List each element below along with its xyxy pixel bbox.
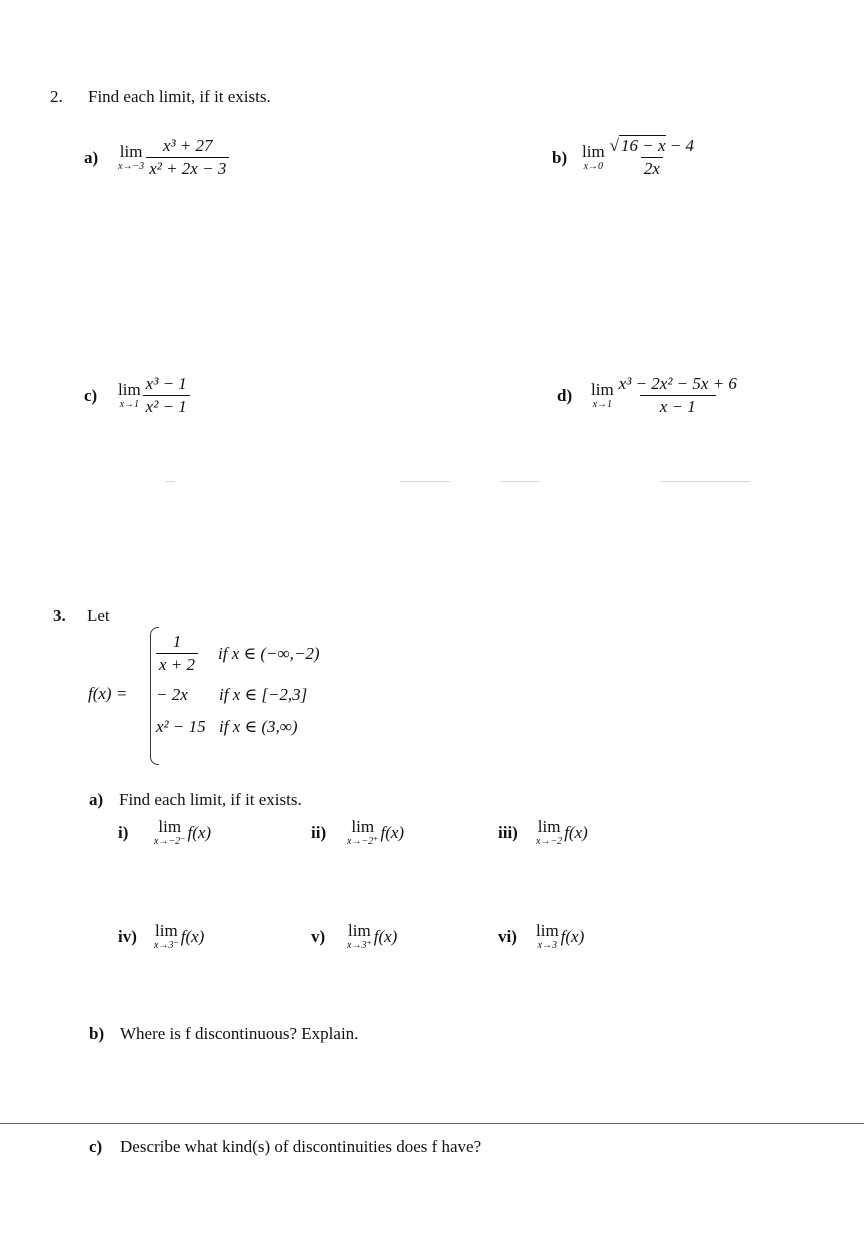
part-label: a) bbox=[89, 790, 104, 809]
lim-operator: lim x→1 bbox=[118, 380, 141, 410]
piece-3-condition: if x ∈ (3,∞) bbox=[219, 717, 298, 736]
limit-3a-i: i) lim x→−2⁻ f(x) bbox=[118, 817, 212, 847]
limit-3a-vi: vi) lim x→3 f(x) bbox=[498, 921, 585, 951]
limit-2a bbox=[84, 136, 229, 179]
lim-operator: lim x→1 bbox=[591, 380, 614, 410]
radicand: 16 − x bbox=[621, 136, 666, 155]
part-label: b) bbox=[89, 1024, 105, 1043]
question-number: 2. bbox=[50, 87, 63, 106]
limit-2b bbox=[552, 136, 697, 179]
fraction: $\frac{√ 16 - x - 4}{2x}$ bbox=[609, 136, 695, 178]
part-label: b) bbox=[552, 147, 568, 167]
part-3a-text: Find each limit, if it exists. bbox=[119, 790, 302, 809]
scan-speck bbox=[165, 481, 175, 482]
lim-operator: lim x→0 bbox=[582, 142, 605, 172]
scan-speck bbox=[400, 481, 450, 482]
fraction: $\frac{\text{x³ + 27}}{\text{x² + 2x − 3}}$ bbox=[146, 136, 229, 179]
limit-3a-iv: iv) lim x→3⁻ f(x) bbox=[118, 921, 205, 951]
part-3a-header bbox=[89, 790, 302, 810]
function-name: f(x) = bbox=[88, 684, 128, 703]
piece-2-expression: − 2x bbox=[156, 685, 188, 704]
part-label: c) bbox=[89, 1137, 103, 1156]
part-label: d) bbox=[557, 385, 573, 405]
page-divider bbox=[0, 1123, 864, 1124]
limit-2c bbox=[84, 374, 190, 417]
part-label: c) bbox=[84, 385, 98, 405]
piece-1-expression: $\frac{1}{x + 2}$ bbox=[156, 632, 198, 675]
piece-3-expression: x² − 15 bbox=[156, 717, 206, 736]
question-prompt: Find each limit, if it exists. bbox=[88, 87, 271, 106]
fraction: $\frac{\text{x³ − 1}}{\text{x² − 1}}$ bbox=[143, 374, 190, 417]
piece-2-condition: if x ∈ [−2,3] bbox=[219, 685, 308, 704]
part-3c bbox=[89, 1137, 481, 1157]
question-prompt: Let bbox=[87, 606, 110, 625]
part-3c-text: Describe what kind(s) of discontinuities does f have? bbox=[120, 1137, 482, 1156]
limit-3a-ii: ii) lim x→−2⁺ f(x) bbox=[311, 817, 405, 847]
limit-3a-iii: iii) lim x→−2 f(x) bbox=[498, 817, 588, 847]
part-3b bbox=[89, 1024, 358, 1044]
question-2-header bbox=[50, 87, 271, 107]
scan-speck bbox=[660, 481, 750, 482]
piece-3 bbox=[156, 717, 298, 737]
piece-1-condition: if x ∈ (−∞,−2) bbox=[218, 643, 320, 663]
part-label: a) bbox=[84, 147, 99, 167]
question-number: 3. bbox=[53, 606, 66, 625]
piece-2 bbox=[156, 685, 307, 705]
part-3b-text: Where is f discontinuous? Explain. bbox=[120, 1024, 359, 1043]
fraction: $\frac{\text{x³ − 2x² − 5x + 6}}{x - 1}$ bbox=[618, 374, 737, 416]
scan-speck bbox=[500, 481, 540, 482]
limit-3a-v: v) lim x→3⁺ f(x) bbox=[311, 921, 398, 951]
piece-1 bbox=[156, 632, 320, 675]
lim-operator: lim x→−3 bbox=[118, 142, 145, 172]
limit-2d bbox=[557, 374, 740, 417]
question-3-header bbox=[53, 606, 110, 626]
